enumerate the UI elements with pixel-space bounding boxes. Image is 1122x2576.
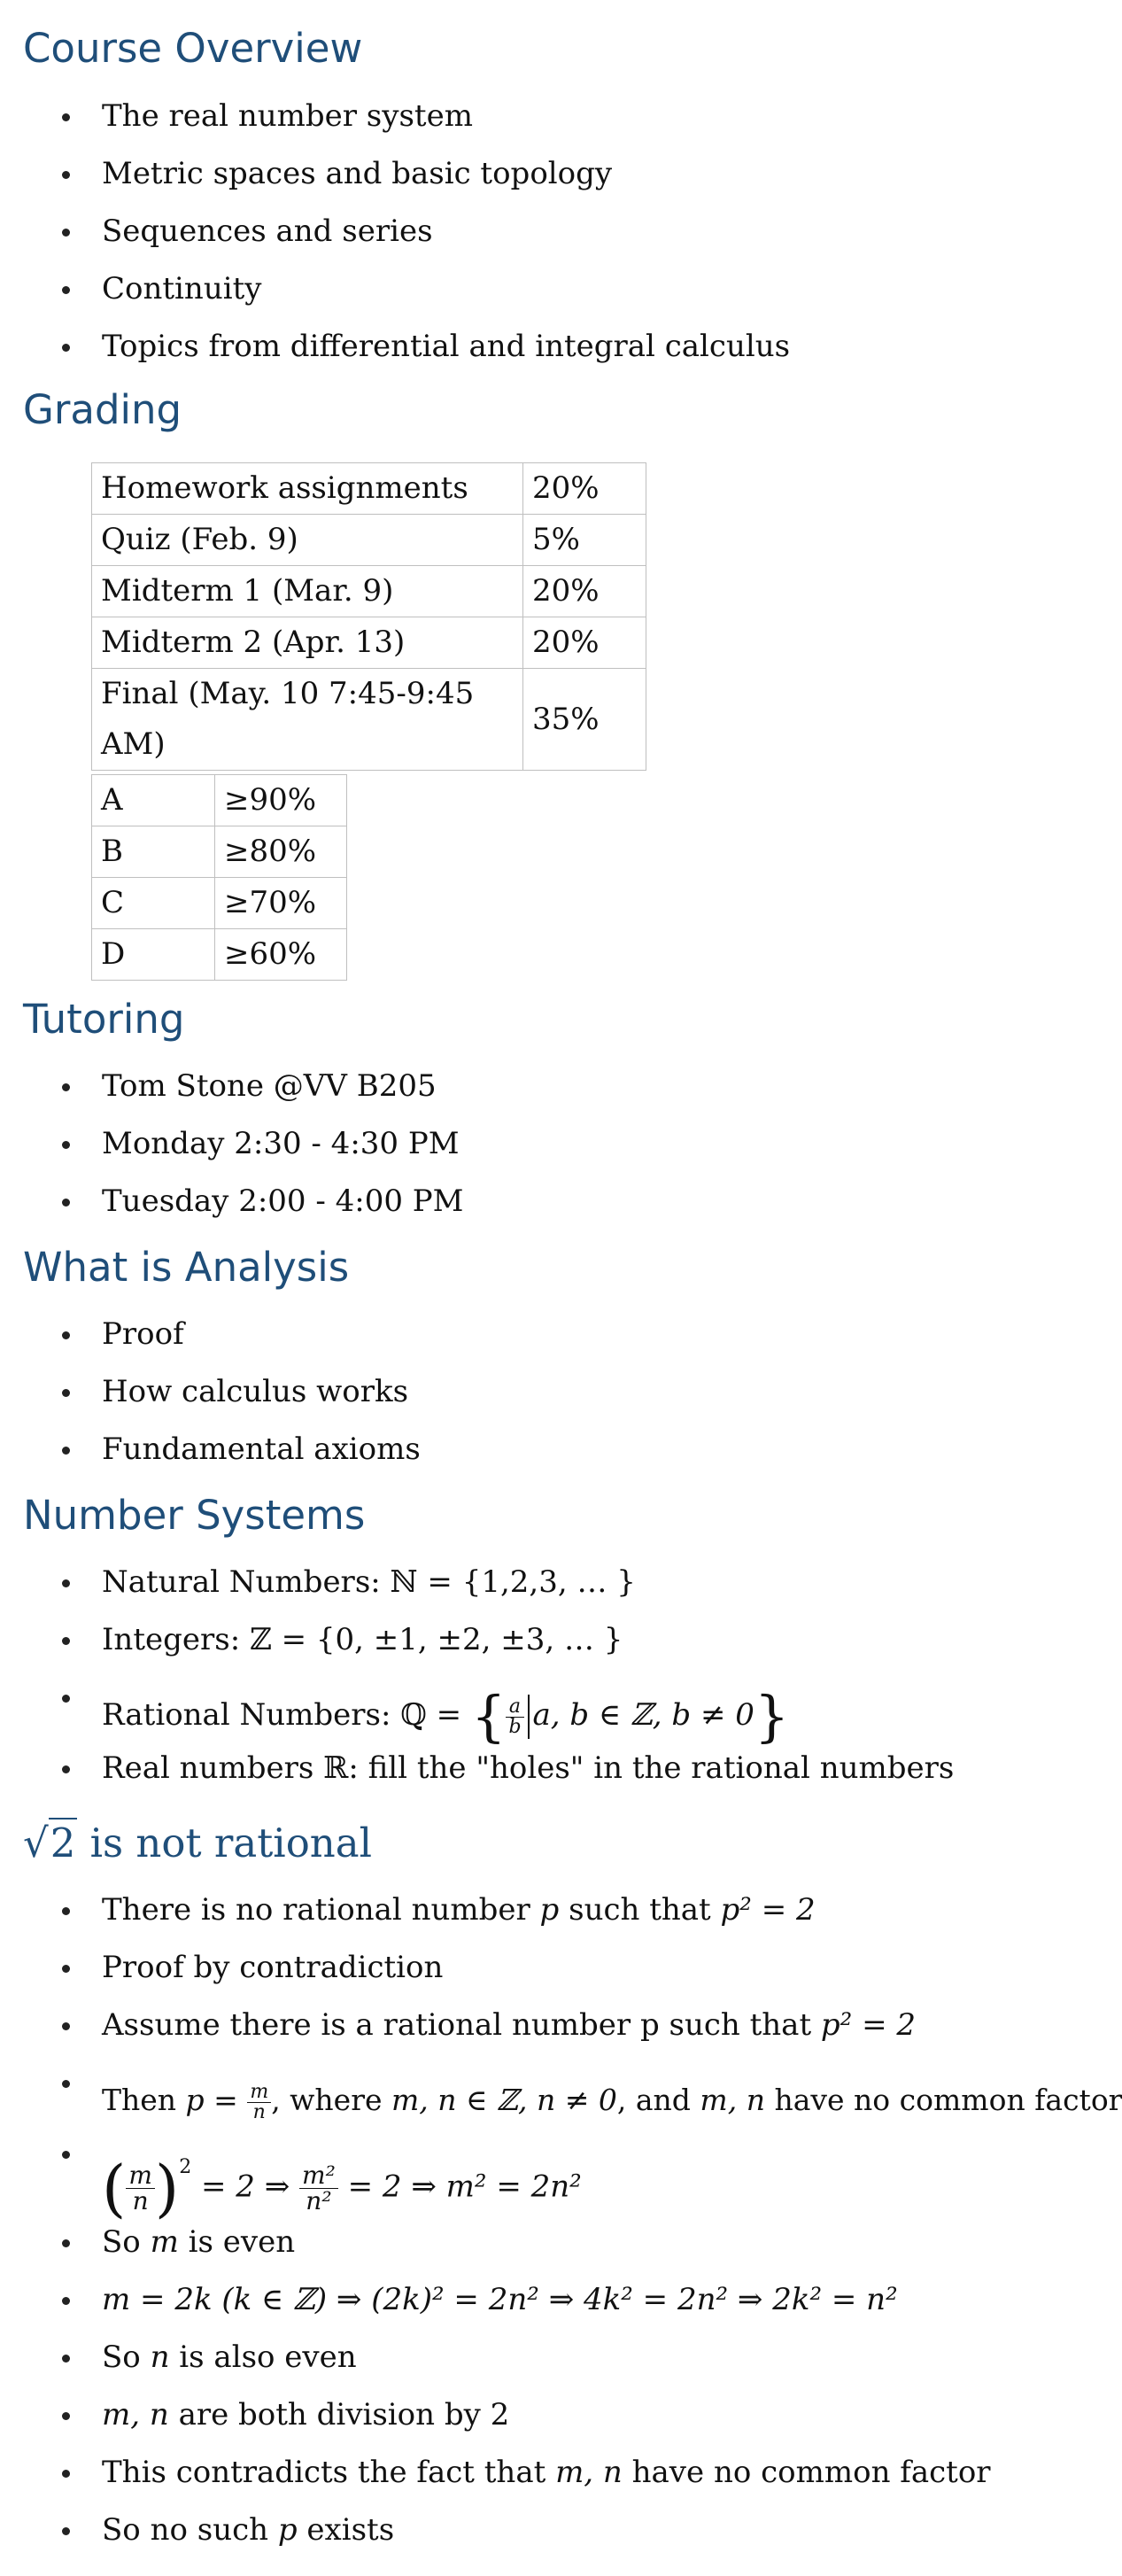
fraction-m-over-n: $\frac{m}{n}$ xyxy=(126,2163,155,2214)
math: ℚ = xyxy=(400,1697,471,1733)
list-tutoring xyxy=(23,1068,1059,1241)
math: m, n xyxy=(102,2397,169,2432)
text: exists xyxy=(297,2512,395,2548)
list-item xyxy=(23,2007,1077,2065)
text: Assume there is a rational number p such that xyxy=(102,2007,821,2043)
table-row xyxy=(92,878,347,929)
list-item: Tuesday 2:00 - 4:00 PM xyxy=(23,1183,1059,1241)
math: p xyxy=(277,2512,298,2548)
list-analysis xyxy=(23,1316,1059,1489)
text: There is no rational number xyxy=(102,1892,540,1928)
text: , and xyxy=(616,2083,700,2117)
right-paren: ) xyxy=(154,2152,180,2225)
fraction-m2-over-n2: $\frac{\text{m²}}{\text{n²}}$ xyxy=(299,2163,338,2214)
list-item: How calculus works xyxy=(23,1374,1059,1432)
table-cell: ≥80% xyxy=(215,826,347,878)
text: , where xyxy=(271,2083,391,2117)
table-cell: Midterm 2 (Apr. 13) xyxy=(92,617,523,669)
math: ℤ = {0, ±1, ±2, ±3, … } xyxy=(249,1622,623,1657)
table-row xyxy=(92,775,347,826)
list-item: Topics from differential and integral calculus xyxy=(23,329,1059,386)
table-cell: Midterm 1 (Mar. 9) xyxy=(92,566,523,617)
table-cell: B xyxy=(92,826,215,878)
heading-number-systems: Number Systems xyxy=(23,1492,366,1539)
math: ℕ = {1,2,3, … } xyxy=(390,1564,636,1600)
heading-text: is not rational xyxy=(77,1819,372,1866)
list-item: Fundamental axioms xyxy=(23,1432,1059,1489)
table-cell: 20% xyxy=(523,566,646,617)
list-item xyxy=(23,2065,1122,2136)
table-row xyxy=(92,929,347,981)
math: m = 2k (k ∈ ℤ) ⇒ (2k)² = 2n² ⇒ 4k² = 2n² ⇒ 2k² = n² xyxy=(102,2282,898,2317)
heading-tutoring: Tutoring xyxy=(23,996,185,1043)
table-cell: ≥70% xyxy=(215,878,347,929)
list-proof xyxy=(23,1892,1122,2570)
table-cell: A xyxy=(92,775,215,826)
table-cell: 35% xyxy=(523,669,646,771)
list-item: Proof by contradiction xyxy=(23,1950,1077,2007)
table-cell: 20% xyxy=(523,617,646,669)
table-cell: D xyxy=(92,929,215,981)
list-item xyxy=(23,2455,1077,2512)
math: p² = 2 xyxy=(820,2007,917,2043)
list-item: Metric spaces and basic topology xyxy=(23,156,1059,213)
list-item xyxy=(23,1892,1077,1950)
math: a, b ∈ ℤ, b ≠ 0 xyxy=(532,1697,754,1733)
text: Then xyxy=(102,2083,186,2117)
text: So xyxy=(102,2339,151,2375)
list-item xyxy=(23,2136,1077,2224)
list-item: Proof xyxy=(23,1316,1059,1374)
heading-sqrt2 xyxy=(23,1819,372,1867)
text: So no such xyxy=(102,2512,278,2548)
list-course-overview xyxy=(23,98,1059,386)
list-item-rational xyxy=(23,1680,1059,1750)
text: is also even xyxy=(169,2339,357,2375)
heading-what-is-analysis: What is Analysis xyxy=(23,1244,350,1291)
grade-weights-table xyxy=(91,462,646,771)
heading-grading: Grading xyxy=(23,386,182,433)
math: m, n xyxy=(700,2083,765,2117)
sqrt-symbol: √2 xyxy=(23,1819,76,1866)
table-row xyxy=(92,826,347,878)
list-item xyxy=(23,2512,1077,2570)
math: p = xyxy=(185,2083,248,2117)
text: have no common factor xyxy=(764,2083,1122,2117)
list-item: Monday 2:30 - 4:30 PM xyxy=(23,1126,1059,1183)
left-brace: { xyxy=(470,1684,507,1749)
exponent: 2 xyxy=(179,2156,192,2178)
math: = 2 ⇒ xyxy=(191,2169,300,2205)
grade-scale-table xyxy=(91,774,347,981)
list-item: Continuity xyxy=(23,271,1059,329)
list-item: Sequences and series xyxy=(23,213,1059,271)
text: This contradicts the fact that xyxy=(102,2455,556,2490)
math: = 2 ⇒ m² = 2n² xyxy=(337,2169,582,2205)
math: m, n ∈ ℤ, n ≠ 0 xyxy=(391,2083,617,2117)
fraction-a-over-b: $\frac{a}{b}$ xyxy=(506,1697,523,1737)
table-cell: Homework assignments xyxy=(92,463,523,515)
math: m, n xyxy=(555,2455,623,2490)
math: n xyxy=(150,2339,170,2375)
table-cell: ≥60% xyxy=(215,929,347,981)
list-item xyxy=(23,2339,1077,2397)
table-cell: 20% xyxy=(523,463,646,515)
table-cell: ≥90% xyxy=(215,775,347,826)
math: p xyxy=(539,1892,560,1928)
table-row xyxy=(92,463,646,515)
table-row xyxy=(92,617,646,669)
list-item-natural xyxy=(23,1564,1059,1622)
text: such that xyxy=(559,1892,721,1928)
list-item: Tom Stone @VV B205 xyxy=(23,1068,1059,1126)
label: Rational Numbers: xyxy=(102,1697,401,1733)
math: p² = 2 xyxy=(720,1892,816,1928)
list-number-systems xyxy=(23,1564,1059,1808)
math: m xyxy=(150,2224,179,2260)
text: is even xyxy=(178,2224,296,2260)
left-paren: ( xyxy=(102,2152,127,2225)
table-cell: Quiz (Feb. 9) xyxy=(92,515,523,566)
text: have no common factor xyxy=(622,2455,991,2490)
such-that-bar xyxy=(528,1695,530,1739)
table-row xyxy=(92,515,646,566)
table-cell: C xyxy=(92,878,215,929)
heading-course-overview: Course Overview xyxy=(23,25,363,72)
table-cell: Final (May. 10 7:45-9:45 AM) xyxy=(92,669,523,771)
list-item xyxy=(23,2397,1077,2455)
table-row xyxy=(92,566,646,617)
list-item: The real number system xyxy=(23,98,1059,156)
table-cell: 5% xyxy=(523,515,646,566)
right-brace: } xyxy=(754,1684,790,1749)
label: Natural Numbers: xyxy=(102,1564,391,1600)
list-item xyxy=(23,2224,1077,2282)
fraction-m-over-n: $\frac{m}{n}$ xyxy=(247,2083,271,2122)
label: Integers: xyxy=(102,1622,250,1657)
text: are both division by 2 xyxy=(168,2397,510,2432)
list-item-integers xyxy=(23,1622,1059,1680)
text: So xyxy=(102,2224,151,2260)
list-item xyxy=(23,2282,1077,2339)
table-row xyxy=(92,669,646,771)
list-item-real: Real numbers ℝ: fill the "holes" in the rational numbers xyxy=(23,1750,1059,1808)
